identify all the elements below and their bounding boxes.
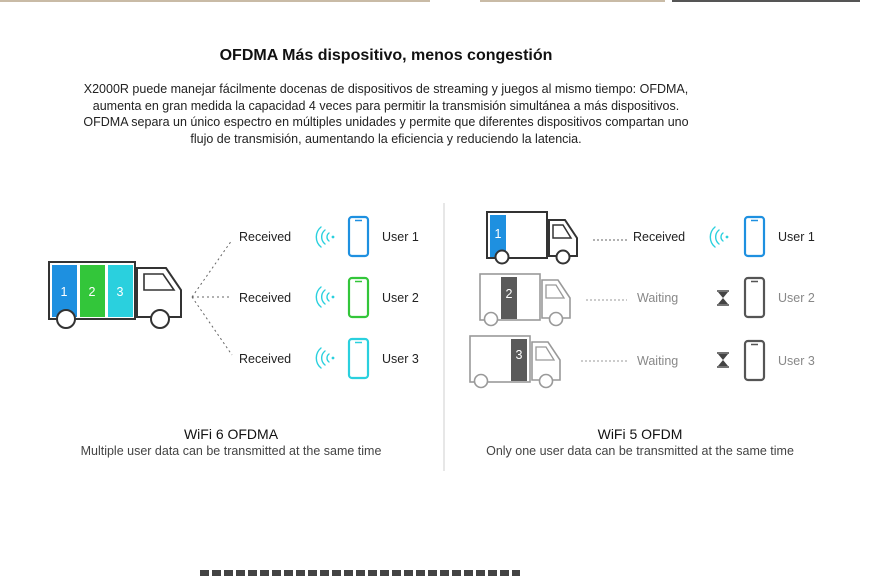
phone-icon [349, 217, 368, 256]
wifi5-caption-subtitle: Only one user data can be transmitted at the same time [486, 444, 794, 458]
next-section-heading-cropped [200, 568, 540, 576]
phone-icon [745, 217, 764, 256]
wifi5-truck-1 [487, 212, 577, 264]
truck-unit-label: 2 [505, 287, 513, 301]
wifi6-fan-lines [192, 240, 232, 355]
wifi5-row-1 [633, 217, 815, 256]
truck-unit-label: 1 [494, 227, 502, 241]
phone-icon [745, 278, 764, 317]
status-label: Received [633, 230, 686, 244]
status-label: Received [239, 230, 292, 244]
section-title: OFDMA Más dispositivo, menos congestión [219, 47, 553, 64]
intro-line: X2000R puede manejar fácilmente docenas de dispositivos de streaming y juegos al mismo tiempo: OFDMA, [83, 82, 689, 96]
wifi6-caption-subtitle: Multiple user data can be transmitted at the same time [80, 444, 382, 458]
status-label: Waiting [637, 291, 679, 305]
user-label: User 2 [382, 291, 419, 305]
hourglass-icon [717, 353, 729, 367]
user-label: User 1 [382, 230, 419, 244]
wifi6-truck [49, 262, 181, 328]
wifi-signal-icon [316, 348, 334, 368]
status-label: Waiting [637, 354, 679, 368]
wifi5-truck-2 [480, 274, 570, 326]
hourglass-icon [717, 291, 729, 305]
intro-line: OFDMA separa un único espectro en múltiples unidades y permite que diferentes dispositivos compartan uno [83, 115, 689, 129]
user-label: User 3 [778, 354, 815, 368]
wifi6-caption-title: WiFi 6 OFDMA [183, 426, 279, 442]
truck-unit-label: 1 [60, 285, 68, 299]
wifi-signal-icon [316, 287, 334, 307]
truck-unit-label: 3 [116, 285, 124, 299]
phone-icon [745, 341, 764, 380]
wifi6-row-1 [239, 217, 419, 256]
wifi5-truck-3 [470, 336, 560, 388]
wifi5-row-3 [637, 341, 815, 380]
intro-line: flujo de transmisión, aumentando la eficiencia y reduciendo la latencia. [190, 131, 582, 146]
intro-line: aumenta en gran medida la capacidad 4 veces para permitir la transmisión simultánea a más dispositivos. [92, 98, 680, 113]
user-label: User 1 [778, 230, 815, 244]
wifi5-caption-title: WiFi 5 OFDM [597, 426, 683, 442]
user-label: User 2 [778, 291, 815, 305]
wifi6-row-3 [239, 339, 419, 378]
phone-icon [349, 278, 368, 317]
phone-icon [349, 339, 368, 378]
status-label: Received [239, 291, 292, 305]
user-label: User 3 [382, 352, 419, 366]
wifi6-row-2 [239, 278, 419, 317]
truck-unit-label: 3 [515, 348, 523, 362]
wifi-signal-icon [316, 227, 334, 247]
wifi5-row-2 [637, 278, 815, 317]
status-label: Received [239, 352, 292, 366]
truck-unit-label: 2 [88, 285, 96, 299]
wifi-signal-icon [710, 227, 728, 247]
